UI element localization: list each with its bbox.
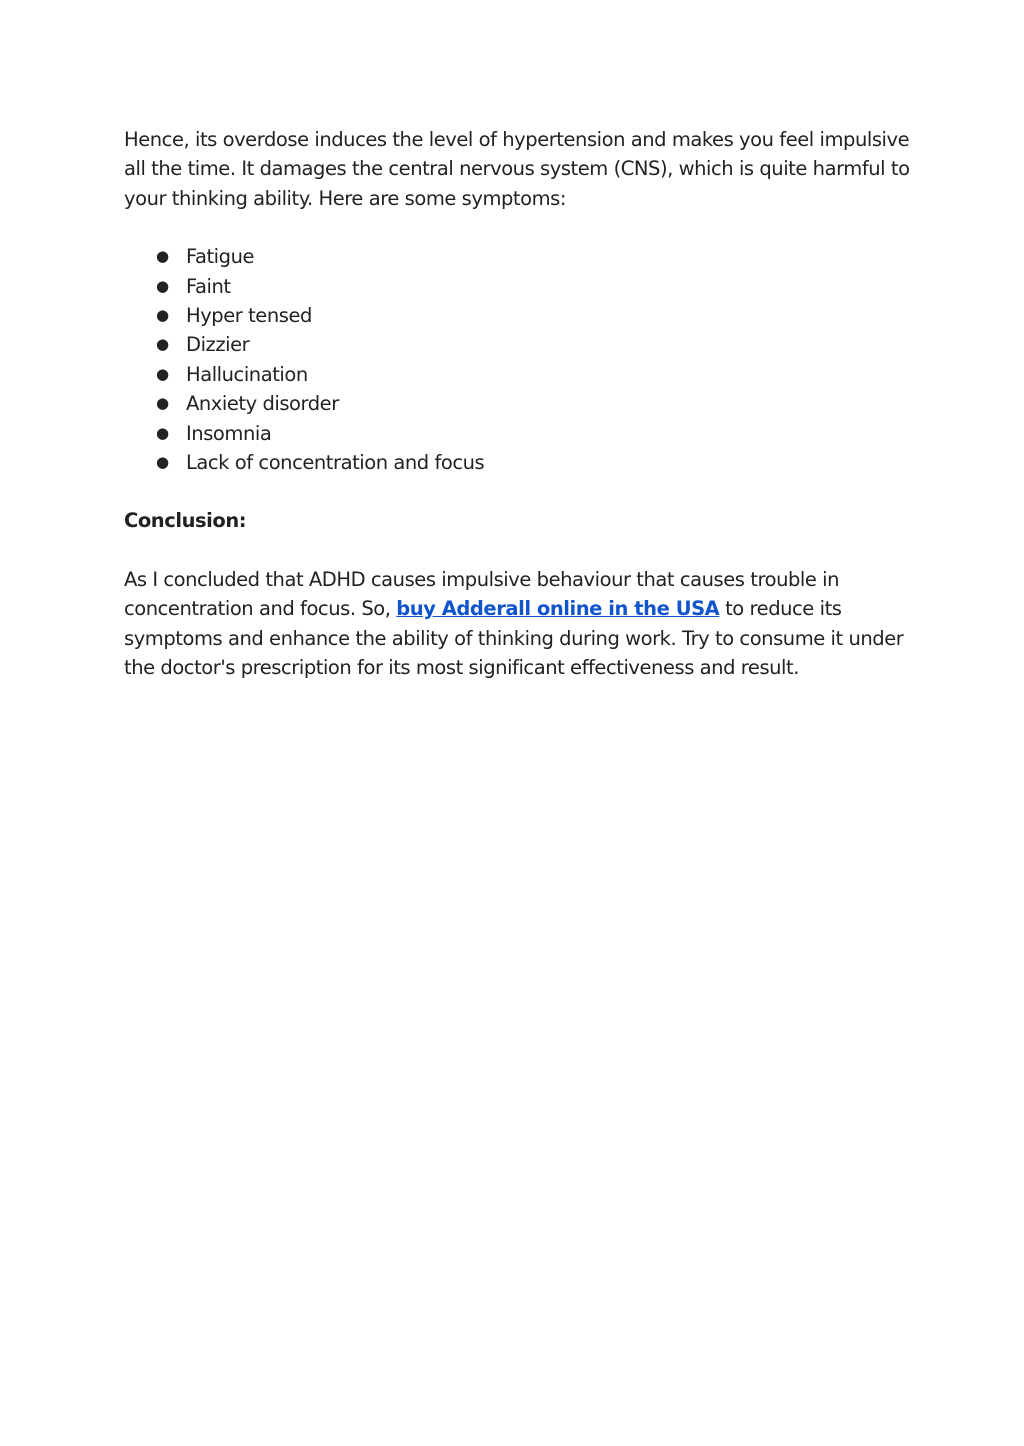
list-item (124, 448, 914, 477)
list-item (124, 242, 914, 271)
list-item-text: Faint (186, 274, 231, 298)
list-item-text: Lack of concentration and focus (186, 450, 485, 474)
conclusion-text-before-link: As I concluded that ADHD causes impulsive behaviour that causes trouble in concentration and focus. So, (124, 567, 840, 621)
intro-paragraph: Hence, its overdose induces the level of hypertension and makes you feel impulsive all the time. It damages the central nervous system (CNS), which is quite harmful to your thinking ability. Here are some symptoms: (124, 128, 910, 210)
list-item-text: Hyper tensed (186, 304, 312, 327)
list-item (124, 330, 914, 359)
bullet-icon: ● (156, 423, 169, 442)
conclusion-heading: Conclusion: (124, 509, 247, 533)
bullet-icon: ● (156, 364, 169, 383)
list-item (124, 301, 914, 330)
list-item-text: Insomnia (186, 421, 272, 445)
list-item (124, 389, 914, 418)
list-item (124, 360, 914, 389)
symptoms-list (124, 242, 914, 477)
bullet-icon: ● (156, 276, 169, 295)
bullet-icon: ● (156, 247, 169, 266)
list-item-text: Hallucination (186, 362, 308, 386)
bullet-icon: ● (156, 306, 169, 324)
list-item-text: Dizzier (186, 333, 250, 357)
conclusion-paragraph (124, 565, 914, 683)
list-item-text: Anxiety disorder (186, 392, 339, 416)
document-body (124, 125, 914, 682)
bullet-icon: ● (156, 452, 169, 471)
buy-adderall-link[interactable]: buy Adderall online in the USA (396, 597, 720, 621)
conclusion-text-after-link: to reduce its symptoms and enhance the ability of thinking during work. Try to consume it under the doctor's prescription for its most significant effectiveness and result. (124, 597, 904, 679)
bullet-icon: ● (156, 394, 169, 413)
list-item (124, 272, 914, 301)
list-item (124, 419, 914, 448)
list-item-text: Fatigue (186, 245, 255, 269)
bullet-icon: ● (156, 335, 169, 354)
